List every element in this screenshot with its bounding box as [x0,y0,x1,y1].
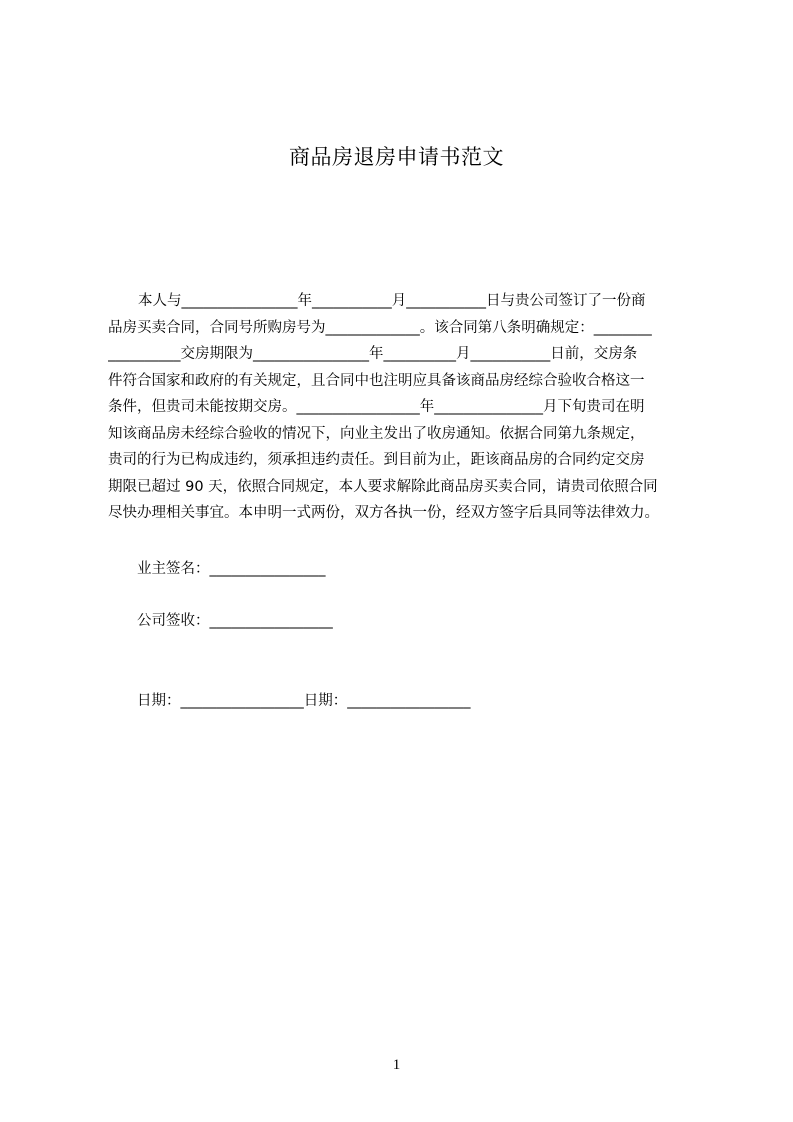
body-line: 品房买卖合同，合同号所购房号为_____________。该合同第八条明确规定：________ [108,319,652,336]
body-line: 尽快办理相关事宜。本申明一式两份，双方各执一份，经双方签字后具同等法律效力。 [108,505,659,521]
body-line: 知该商品房未经综合验收的情况下，向业主发出了收房通知。依据合同第九条规定， [108,425,645,442]
body-paragraph [108,288,697,527]
body-line: 贵司的行为已构成违约，须承担违约责任。到目前为止，距该商品房的合同约定交房 [108,452,645,468]
body-line: 件符合国家和政府的有关规定，且合同中也注明应具备该商品房经综合验收合格这一 [108,372,645,389]
body-line: 条件，但贵司未能按期交房。_________________年_______________月下旬贵司在明 [108,399,645,415]
document-title: 商品房退房申请书范文 [289,145,504,169]
body-line: 期限已超过 90 天，依照合同规定，本人要求解除此商品房买卖合同，请贵司依照合同 [108,478,658,495]
date-line: 日期：_________________日期：_________________ [137,693,471,709]
owner-signature-line: 业主签名：________________ [137,561,326,577]
company-receipt-line: 公司签收：_________________ [137,613,333,629]
body-line: __________交房期限为________________年__________月___________日前，交房条 [108,346,638,362]
page-number: 1 [392,1057,401,1073]
body-line: 本人与________________年___________月___________日与贵公司签订了一份商 [138,293,646,309]
